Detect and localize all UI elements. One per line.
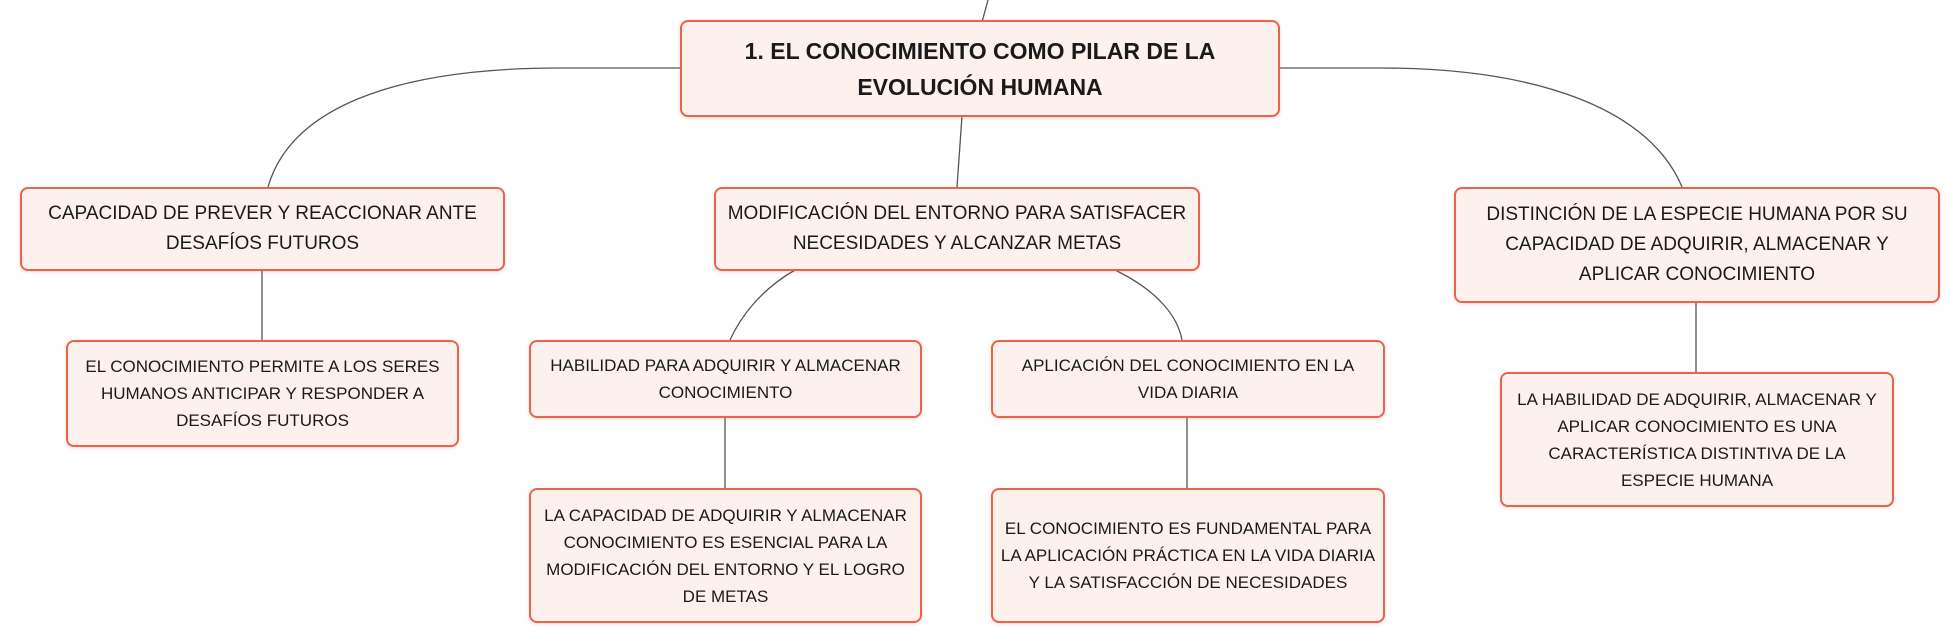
branch-2-child-2-label: APLICACIÓN DEL CONOCIMIENTO EN LA VIDA DIARIA	[1021, 356, 1355, 402]
connector-root-to-branch-3	[1280, 68, 1682, 187]
branch-3-label: DISTINCIÓN DE LA ESPECIE HUMANA POR SU CAPACIDAD DE ADQUIRIR, ALMACENAR Y APLICAR CONOCIMIENTO	[1486, 204, 1908, 285]
branch-2-child-2-detail-label: EL CONOCIMIENTO ES FUNDAMENTAL PARA LA APLICACIÓN PRÁCTICA EN LA VIDA DIARIA Y LA SATISFACCIÓN DE NECESIDADES	[1000, 519, 1376, 592]
branch-2-child-2-detail-node[interactable]	[991, 488, 1385, 623]
root-topic-label: 1. EL CONOCIMIENTO COMO PILAR DE LA EVOLUCIÓN HUMANA	[744, 37, 1216, 100]
branch-1-child-label: EL CONOCIMIENTO PERMITE A LOS SERES HUMANOS ANTICIPAR Y RESPONDER A DESAFÍOS FUTUROS	[85, 357, 440, 430]
connector-root-to-branch-2	[957, 116, 962, 187]
branch-2-node[interactable]	[714, 187, 1200, 271]
branch-3-child-node[interactable]	[1500, 372, 1894, 507]
branch-2-child-1-detail-node[interactable]	[529, 488, 922, 623]
branch-2-child-1-node[interactable]	[529, 340, 922, 418]
connector-parent-link	[982, 0, 988, 22]
connector-branch-2-to-child-1	[730, 270, 795, 340]
connector-branch-2-to-child-2	[1115, 270, 1182, 340]
branch-2-child-1-label: HABILIDAD PARA ADQUIRIR Y ALMACENAR CONOCIMIENTO	[550, 356, 901, 402]
branch-2-label: MODIFICACIÓN DEL ENTORNO PARA SATISFACER NECESIDADES Y ALCANZAR METAS	[727, 203, 1187, 254]
branch-2-child-1-detail-label: LA CAPACIDAD DE ADQUIRIR Y ALMACENAR CONOCIMIENTO ES ESENCIAL PARA LA MODIFICACIÓN DEL ENTORNO Y EL LOGRO DE METAS	[544, 505, 907, 606]
branch-3-child-label: LA HABILIDAD DE ADQUIRIR, ALMACENAR Y APLICAR CONOCIMIENTO ES UNA CARACTERÍSTICA DISTINTIVA DE LA ESPECIE HUMANA	[1517, 389, 1877, 490]
branch-3-node[interactable]	[1454, 187, 1940, 303]
branch-1-node[interactable]	[20, 187, 505, 271]
branch-1-child-node[interactable]	[66, 340, 459, 447]
root-topic[interactable]	[680, 20, 1280, 117]
branch-1-label: CAPACIDAD DE PREVER Y REACCIONAR ANTE DESAFÍOS FUTUROS	[48, 203, 477, 254]
branch-2-child-2-node[interactable]	[991, 340, 1385, 418]
connector-root-to-branch-1	[268, 68, 680, 187]
